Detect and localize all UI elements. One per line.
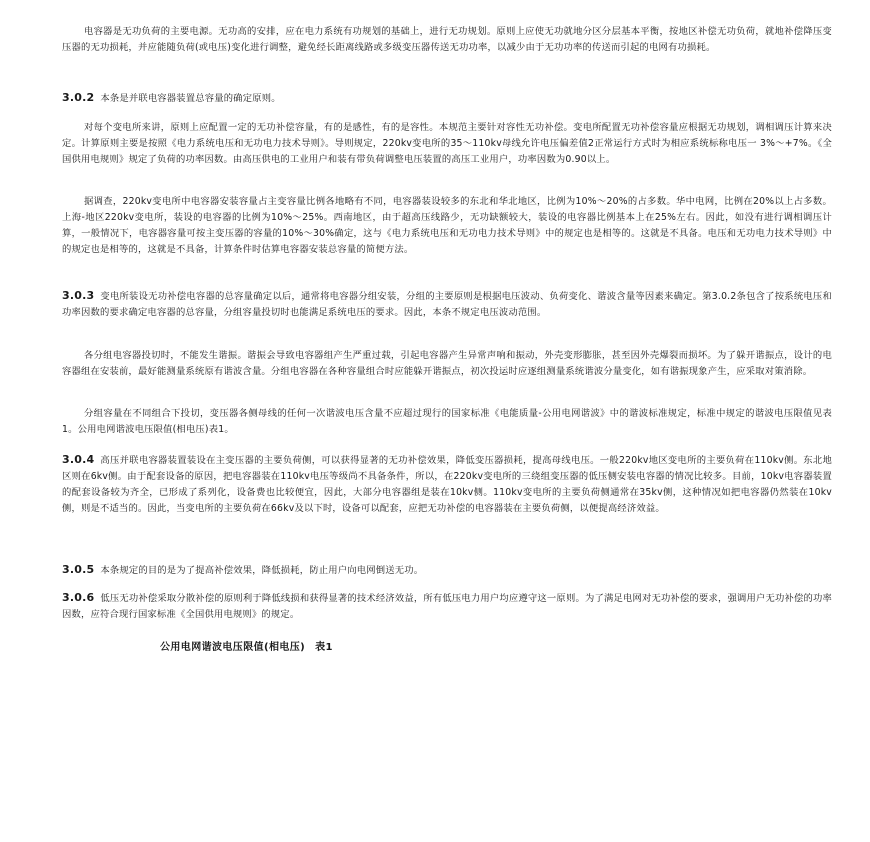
paragraph-capacitor-source: 电容器是无功负荷的主要电源。无功高的安排，应在电力系统有功规划的基础上，进行无功规划。原则上应使无功就地分区分层基本平衡，按地区补偿无功负荷，就地补偿降压变压器的无功损耗，并应能随负荷(或电压)变化进行调整，避免经长距离线路或多级变压器传送无功功率，以减少由于无功功率的传送而引起的电网有功损耗。: [62, 26, 832, 53]
clause-text: 本条规定的目的是为了提高补偿效果，降低损耗，防止用户向电网倒送无功。: [100, 565, 424, 576]
table-caption-number: 表1: [315, 642, 333, 653]
clause-number: 3.0.3: [62, 289, 95, 302]
clause-number: 3.0.6: [62, 591, 95, 604]
paragraph-survey: 据调查，220kv变电所中电容器安装容量占主变容量比例各地略有不同，电容器装设较多的东北和华北地区，比例为10%～20%的占多数。华中电网，比例在20%以上占多数。上海-地区220kv变电所，装设的电容器的比例为10%～25%。西南地区，由于超高压线路少，无功缺额较大，装设的电容器比例基本上在25%左右。因此，如没有进行调相调压计算，一般情况下，电容器容量可按主变压器的容量的10%～30%确定，这与《电力系统电压和无功电力技术导则》中的规定也是相等的。这就是不具备。电压和无功电力技术导则》中的规定也是相等的，这就是不具备，计算条件时估算电容器安装总容量的简便方法。: [62, 196, 832, 255]
clause-number: 3.0.2: [62, 91, 95, 104]
clause-number: 3.0.5: [62, 563, 95, 576]
table-caption-title: 公用电网谐波电压限值(相电压): [160, 642, 306, 653]
clause-3-0-2: [62, 90, 832, 107]
clause-text: 本条是并联电容器装置总容量的确定原则。: [100, 93, 281, 104]
paragraph-harmonic-standard: 分组容量在不同组合下投切，变压器各侧母线的任何一次谐波电压含量不应超过现行的国家标准《电能质量-公用电网谐波》中的谐波标准规定，标准中规定的谐波电压限值见表1。公用电网谐波电压限值(相电压)表1。: [62, 408, 832, 435]
clause-3-0-4: [62, 452, 832, 517]
table-caption: [160, 638, 333, 653]
paragraph-resonance: 各分组电容器投切时，不能发生谐振。谐振会导致电容器组产生严重过载，引起电容器产生异常声响和振动，外壳变形膨胀，甚至因外壳爆裂而损坏。为了躲开谐振点，设计的电容器组在安装前，最好能测量系统原有谐波含量。分组电容器在各种容量组合时应能躲开谐振点，初次投运时应逐组测量系统谐波分量变化，如有谐振现象产生，应采取对策消除。: [62, 350, 832, 377]
clause-text: 高压并联电容器装置装设在主变压器的主要负荷侧，可以获得显著的无功补偿效果，降低变压器损耗，提高母线电压。一般220kv地区变电所的主要负荷在110kv侧。东北地区则在6kv侧。由于配套设备的原因，把电容器装在110kv电压等级尚不具备条件，所以，在220kv变电所的三绕组变压器的低压侧安装电容器的情况比较多。目前，10kv电容器装置的配套设备较为齐全，已形成了系列化，设备费也比较便宜，因此，大部分电容器组是装在10kv侧。110kv变电所的主要负荷侧通常在35kv侧，这种情况如把电容器仍然装在10kv侧，则是不适当的。因此，当变电所的主要负荷在66kv及以下时，设备可以配套，应把无功补偿的电容器装在主要负荷侧，以便提高经济效益。: [62, 455, 832, 514]
clause-3-0-3: [62, 288, 832, 321]
clause-3-0-6: [62, 590, 832, 623]
clause-3-0-5: [62, 562, 832, 579]
clause-number: 3.0.4: [62, 453, 95, 466]
clause-text: 低压无功补偿采取分散补偿的原则利于降低线损和获得显著的技术经济效益，所有低压电力用户均应遵守这一原则。为了满足电网对无功补偿的要求，强调用户无功补偿的功率因数，应符合现行国家标准《全国供用电规则》的规定。: [62, 593, 832, 620]
clause-text: 变电所装设无功补偿电容器的总容量确定以后，通常将电容器分组安装，分组的主要原则是根据电压波动、负荷变化、谐波含量等因素来确定。第3.0.2条包含了按系统电压和功率因数的要求确定电容器的总容量，分组容量投切时也能满足系统电压的要求。因此，本条不规定电压波动范围。: [62, 291, 832, 318]
paragraph-substation-compensation: 对每个变电所来讲，原则上应配置一定的无功补偿容量，有的是感性，有的是容性。本规范主要针对容性无功补偿。变电所配置无功补偿容量应根据无功规划，调相调压计算来决定。计算原则主要是按照《电力系统电压和无功电力技术导则》。导则规定，220kv变电所的35～110kv母线允许电压偏差值2正常运行方式时为相应系统标称电压一 3%～+7%。《全国供用电规则》规定了负荷的功率因数。由高压供电的工业用户和装有带负荷调整电压装置的高压工业用户，功率因数为0.90以上。: [62, 122, 832, 165]
